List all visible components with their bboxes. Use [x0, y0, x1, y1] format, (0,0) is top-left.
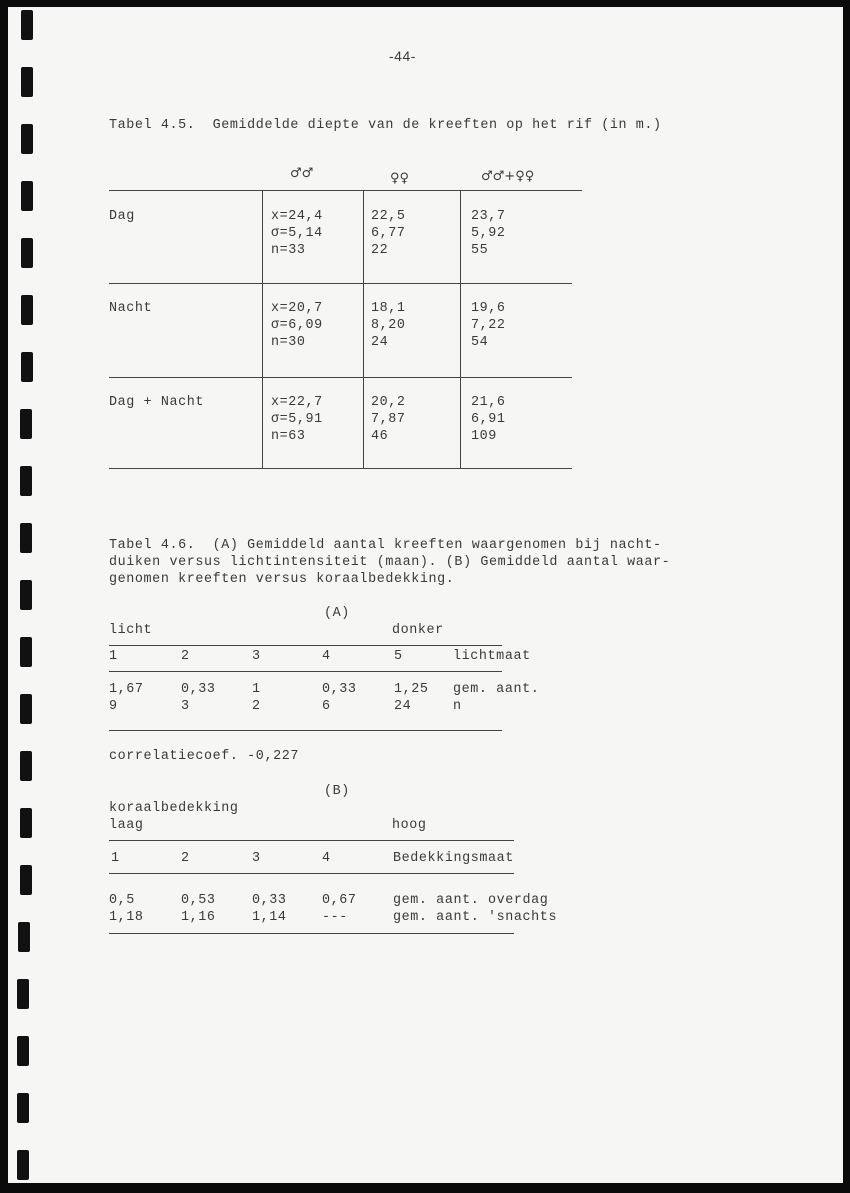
- cell: 6,91: [471, 412, 506, 427]
- table-rule: [109, 873, 514, 874]
- binding-hole: [21, 181, 33, 211]
- header-cell: 5: [394, 649, 403, 664]
- header-cell: 4: [322, 649, 331, 664]
- cell: 3: [181, 699, 190, 714]
- cell: 0,67: [322, 893, 357, 908]
- table-4-6-caption-line: genomen kreeften versus koraalbedekking.: [109, 572, 455, 587]
- binding-hole: [21, 10, 33, 40]
- cell: σ=5,91: [271, 412, 323, 427]
- table-rule: [109, 840, 514, 841]
- scale-left-label: licht: [109, 623, 153, 638]
- binding-hole: [17, 1150, 29, 1180]
- binding-hole: [20, 694, 32, 724]
- scale-right-label: donker: [392, 623, 444, 638]
- cell: 22,5: [371, 209, 406, 224]
- cell: 0,33: [252, 893, 287, 908]
- subtable-b-title: koraalbedekking: [109, 801, 239, 816]
- cell: 54: [471, 335, 489, 350]
- binding-hole: [20, 466, 32, 496]
- cell: 24: [394, 699, 412, 714]
- scale-left-label: laag: [109, 818, 144, 833]
- cell: 19,6: [471, 301, 506, 316]
- subtable-a-label: (A): [324, 606, 350, 621]
- table-rule: [109, 468, 572, 469]
- column-divider: [363, 191, 364, 469]
- table-rule: [109, 933, 514, 934]
- page-number: -44-: [389, 48, 416, 64]
- binding-hole: [18, 922, 30, 952]
- cell: 18,1: [371, 301, 406, 316]
- cell: 6: [322, 699, 331, 714]
- cell: gem. aant. overdag: [393, 893, 549, 908]
- row-label: Dag: [109, 209, 135, 224]
- binding-hole: [17, 1036, 29, 1066]
- cell: σ=5,14: [271, 226, 323, 241]
- binding-hole: [20, 637, 32, 667]
- header-cell: 3: [252, 649, 261, 664]
- table-rule: [109, 730, 502, 731]
- cell: gem. aant. 'snachts: [393, 910, 558, 925]
- cell: n=63: [271, 429, 306, 444]
- binding-hole: [20, 409, 32, 439]
- table-rule: [109, 283, 572, 284]
- row-label: Nacht: [109, 301, 153, 316]
- cell: 1,16: [181, 910, 216, 925]
- binding-hole: [21, 67, 33, 97]
- cell: 0,5: [109, 893, 135, 908]
- table-rule: [109, 190, 582, 191]
- cell: 9: [109, 699, 118, 714]
- cell: 1,67: [109, 682, 144, 697]
- cell: 2: [252, 699, 261, 714]
- header-cell: Bedekkingsmaat: [393, 851, 514, 866]
- cell: 1: [252, 682, 261, 697]
- cell: 7,87: [371, 412, 406, 427]
- table-rule: [109, 671, 502, 672]
- binding-hole: [21, 124, 33, 154]
- binding-hole: [21, 295, 33, 325]
- cell: 24: [371, 335, 389, 350]
- cell: 1,25: [394, 682, 429, 697]
- cell: 7,22: [471, 318, 506, 333]
- binding-hole: [20, 751, 32, 781]
- cell: 20,2: [371, 395, 406, 410]
- subtable-b-label: (B): [324, 784, 350, 799]
- cell: x=22,7: [271, 395, 323, 410]
- cell: ---: [322, 910, 348, 925]
- cell: x=24,4: [271, 209, 323, 224]
- table-4-6-caption-line: duiken versus lichtintensiteit (maan). (B) Gemiddeld aantal waar-: [109, 555, 671, 570]
- header-cell: 4: [322, 851, 331, 866]
- header-cell: 2: [181, 851, 190, 866]
- header-cell: 3: [252, 851, 261, 866]
- cell: 22: [371, 243, 389, 258]
- binding-hole: [20, 808, 32, 838]
- table-rule: [109, 645, 502, 646]
- col-header-total: ♂♂+♀♀: [481, 169, 535, 184]
- cell: 6,77: [371, 226, 406, 241]
- cell: 0,53: [181, 893, 216, 908]
- header-cell: 2: [181, 649, 190, 664]
- cell: 1,14: [252, 910, 287, 925]
- binding-hole: [21, 238, 33, 268]
- binding-hole: [17, 1093, 29, 1123]
- binding-hole: [20, 523, 32, 553]
- header-cell: 1: [111, 851, 120, 866]
- table-4-6-caption-line: Tabel 4.6. (A) Gemiddeld aantal kreeften waargenomen bij nacht-: [109, 538, 662, 553]
- binding-hole: [20, 580, 32, 610]
- cell: 55: [471, 243, 489, 258]
- cell: n: [453, 699, 462, 714]
- col-header-females: ♀♀: [390, 171, 410, 186]
- table-4-5-caption: Tabel 4.5. Gemiddelde diepte van de kreeften op het rif (in m.): [109, 118, 662, 133]
- cell: n=30: [271, 335, 306, 350]
- column-divider: [262, 191, 263, 469]
- correlation-coefficient: correlatiecoef. -0,227: [109, 749, 299, 764]
- cell: 46: [371, 429, 389, 444]
- cell: 0,33: [181, 682, 216, 697]
- binding-hole: [21, 352, 33, 382]
- cell: σ=6,09: [271, 318, 323, 333]
- row-label: Dag + Nacht: [109, 395, 204, 410]
- table-rule: [109, 377, 572, 378]
- cell: 21,6: [471, 395, 506, 410]
- column-divider: [460, 191, 461, 469]
- cell: n=33: [271, 243, 306, 258]
- cell: 23,7: [471, 209, 506, 224]
- cell: 1,18: [109, 910, 144, 925]
- col-header-males: ♂♂: [290, 166, 314, 181]
- scale-right-label: hoog: [392, 818, 427, 833]
- binding-hole: [17, 979, 29, 1009]
- cell: 109: [471, 429, 497, 444]
- cell: 0,33: [322, 682, 357, 697]
- cell: 8,20: [371, 318, 406, 333]
- cell: 5,92: [471, 226, 506, 241]
- header-cell: 1: [109, 649, 118, 664]
- cell: x=20,7: [271, 301, 323, 316]
- binding-hole: [20, 865, 32, 895]
- cell: gem. aant.: [453, 682, 540, 697]
- document-page: [8, 7, 843, 1183]
- header-cell: lichtmaat: [453, 649, 531, 664]
